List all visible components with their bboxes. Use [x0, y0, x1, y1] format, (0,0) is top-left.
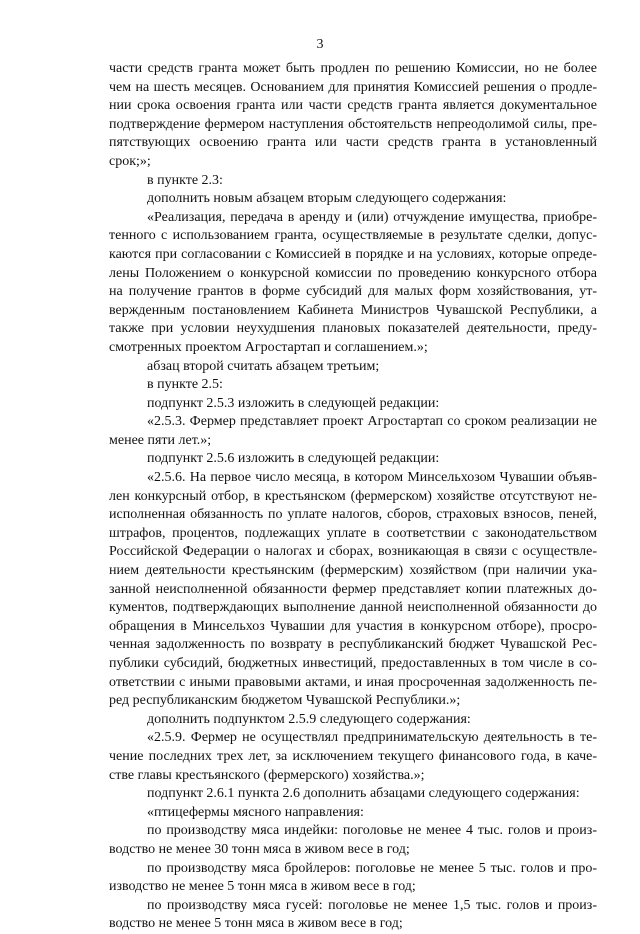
text-line: Российской Федерации о налогах и сборах, возникающая в связи с осуществле- — [109, 544, 597, 560]
text-line: в пункте 2.3: — [147, 172, 223, 188]
text-line: водство не менее 5 тонн мяса в живом весе в год; — [109, 916, 403, 932]
text-line: изводство не менее 5 тонн мяса в живом весе в год; — [109, 879, 416, 895]
text-line: подпункт 2.6.1 пункта 2.6 дополнить абзацами следующего содержания: — [147, 786, 580, 802]
text-line: ответствии с иными правовыми актами, и иная просроченная задолженность пе- — [109, 674, 597, 690]
text-line: нии срока освоения гранта или части средств гранта является документальное — [109, 98, 597, 114]
text-line: стве главы крестьянского (фермерского) хозяйства.»; — [109, 767, 425, 783]
page-number: 3 — [316, 37, 324, 52]
text-line: обращения в Минсельхоз Чувашии для участия в конкурсном отборе), просро- — [109, 618, 597, 634]
text-line: пятствующих освоению гранта или части средств гранта в установленный — [109, 135, 597, 151]
text-line: занной неисполненной обязанности фермер представляет копии платежных до- — [109, 581, 597, 597]
text-line: ченная задолженность по возврату в республиканский бюджет Чувашской Рес- — [109, 637, 597, 653]
text-line: каются при согласовании с Комиссией в порядке и на условиях, которые опреде- — [109, 246, 597, 262]
text-line: «2.5.9. Фермер не осуществлял предпринимательскую деятельность в те- — [147, 730, 597, 746]
text-line: на получение грантов в форме субсидий для малых форм хозяйствования, ут- — [109, 284, 597, 300]
text-line: штрафов, процентов, подлежащих уплате в соответствии с законодательством — [109, 525, 597, 541]
text-line: подпункт 2.5.6 изложить в следующей редакции: — [147, 451, 440, 467]
text-line: срок;»; — [109, 153, 151, 169]
text-line: кументов, подтверждающих выполнение данной неисполненной обязанности до — [109, 600, 597, 616]
text-line: в пункте 2.5: — [147, 377, 223, 393]
text-line: вержденным постановлением Кабинета Министров Чувашской Республики, а — [109, 302, 597, 318]
text-line: по производству мяса бройлеров: поголовье не менее 5 тыс. голов и про- — [147, 860, 597, 876]
text-line: дополнить новым абзацем вторым следующего содержания: — [147, 191, 507, 207]
text-line: «2.5.6. На первое число месяца, в котором Минсельхозом Чувашии объяв- — [147, 470, 597, 486]
text-line: дополнить подпунктом 2.5.9 следующего содержания: — [147, 711, 471, 727]
text-line: менее пяти лет.»; — [109, 432, 212, 448]
text-line: по производству мяса индейки: поголовье не менее 4 тыс. голов и произ- — [147, 823, 597, 839]
text-line: «2.5.3. Фермер представляет проект Агростартап со сроком реализации не — [147, 414, 597, 430]
text-line: чем на шесть месяцев. Основанием для принятия Комиссией решения о продле- — [109, 79, 597, 95]
text-line: смотренных проектом Агростартап и соглашением.»; — [109, 339, 428, 355]
text-line: абзац второй считать абзацем третьим; — [147, 358, 380, 374]
text-line: «птицефермы мясного направления: — [147, 804, 364, 820]
text-line: подтверждение фермером наступления обстоятельств непреодолимой силы, пре- — [109, 116, 597, 132]
text-line: публики субсидий, бюджетных инвестиций, предоставленных в том числе в со- — [109, 656, 597, 671]
text-line: нием деятельности крестьянским (фермерским) хозяйством (при наличии ука- — [109, 563, 597, 579]
text-line: исполненная обязанность по уплате налогов, сборов, страховых взносов, пеней, — [109, 507, 597, 523]
text-line: подпункт 2.5.3 изложить в следующей редакции: — [147, 395, 440, 411]
text-line: ред республиканским бюджетом Чувашской Республики.»; — [109, 693, 461, 709]
text-line: водство не менее 30 тонн мяса в живом весе в год; — [109, 841, 410, 857]
text-line: части средств гранта может быть продлен по решению Комиссии, но не более — [109, 61, 597, 76]
text-line: лен конкурсный отбор, в крестьянском (фермерском) хозяйстве отсутствуют не- — [109, 488, 597, 504]
document-body — [109, 60, 597, 934]
text-line: также при условии неухудшения плановых показателей деятельности, преду- — [109, 321, 597, 337]
text-line: тенного с использованием гранта, осуществляемые в результате сделки, допус- — [109, 228, 597, 244]
text-line: чение последних трех лет, за исключением текущего финансового года, в каче- — [109, 748, 597, 764]
text-line: «Реализация, передача в аренду и (или) отчуждение имущества, приобре- — [147, 209, 597, 225]
text-line: лены Положением о конкурсной комиссии по проведению конкурсного отбора — [109, 265, 597, 281]
text-line: по производству мяса гусей: поголовье не менее 1,5 тыс. голов и произ- — [147, 897, 597, 913]
